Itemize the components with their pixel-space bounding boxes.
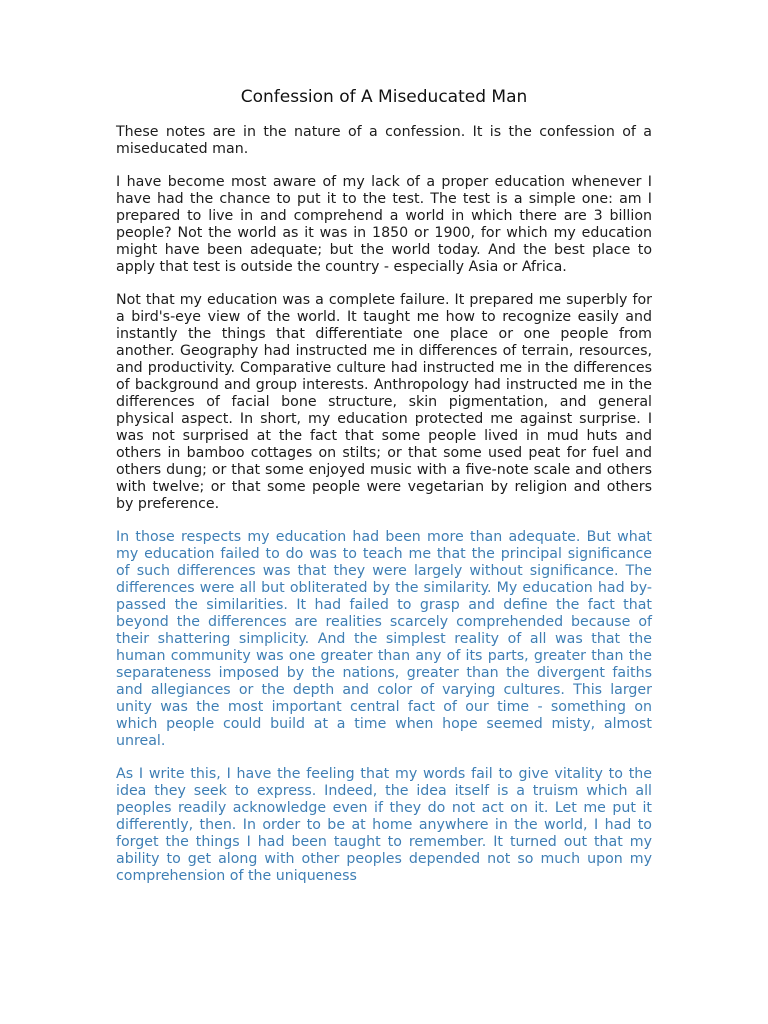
document-title: Confession of A Miseducated Man — [240, 87, 528, 107]
document-body — [116, 124, 652, 901]
paragraph-3: Not that my education was a complete failure. It prepared me superbly for a bird's-eye view of the world. It taught me how to recognize easily and instantly the things that differentiate one place or one people from another. Geography had instructed me in differences of terrain, resources, and productivity. Comparative culture had instructed me in the differences of background and group interests. Anthropology had instructed me in the differences of facial bone structure, skin pigmentation, and general physical aspect. In short, my education protected me against surprise. I was not surprised at the fact that some people lived in mud huts and others in bamboo cottages on stilts; or that some used peat for fuel and others dung; or that some enjoyed music with a five-note scale and others with twelve; or that some people were vegetarian by religion and others by preference. — [116, 292, 652, 512]
paragraph-4-highlighted: In those respects my education had been more than adequate. But what my education failed to do was to teach me that the principal significance of such differences was that they were largely without significance. The differences were all but obliterated by the similarity. My education had by-passed the similarities. It had failed to grasp and define the fact that beyond the differences are realities scarcely comprehended because of their shattering simplicity. And the simplest reality of all was that the human community was one greater than any of its parts, greater than the separateness imposed by the nations, greater than the divergent faiths and allegiances or the depth and color of varying cultures. This larger unity was the most important central fact of our time - something on which people could build at a time when hope seemed misty, almost unreal. — [116, 529, 652, 749]
paragraph-1: These notes are in the nature of a confession. It is the confession of a miseducated man. — [116, 124, 652, 157]
paragraph-5-highlighted: As I write this, I have the feeling that my words fail to give vitality to the idea they seek to express. Indeed, the idea itself is a truism which all peoples readily acknowledge even if they do not act on it. Let me put it differently, then. In order to be at home anywhere in the world, I had to forget the things I had been taught to remember. It turned out that my ability to get along with other peoples depended not so much upon my comprehension of the uniqueness — [116, 766, 652, 884]
paragraph-2: I have become most aware of my lack of a proper education whenever I have had the chance to put it to the test. The test is a simple one: am I prepared to live in and comprehend a world in which there are 3 billion people? Not the world as it was in 1850 or 1900, for which my education might have been adequate; but the world today. And the best place to apply that test is outside the country - especially Asia or Africa. — [116, 174, 652, 275]
